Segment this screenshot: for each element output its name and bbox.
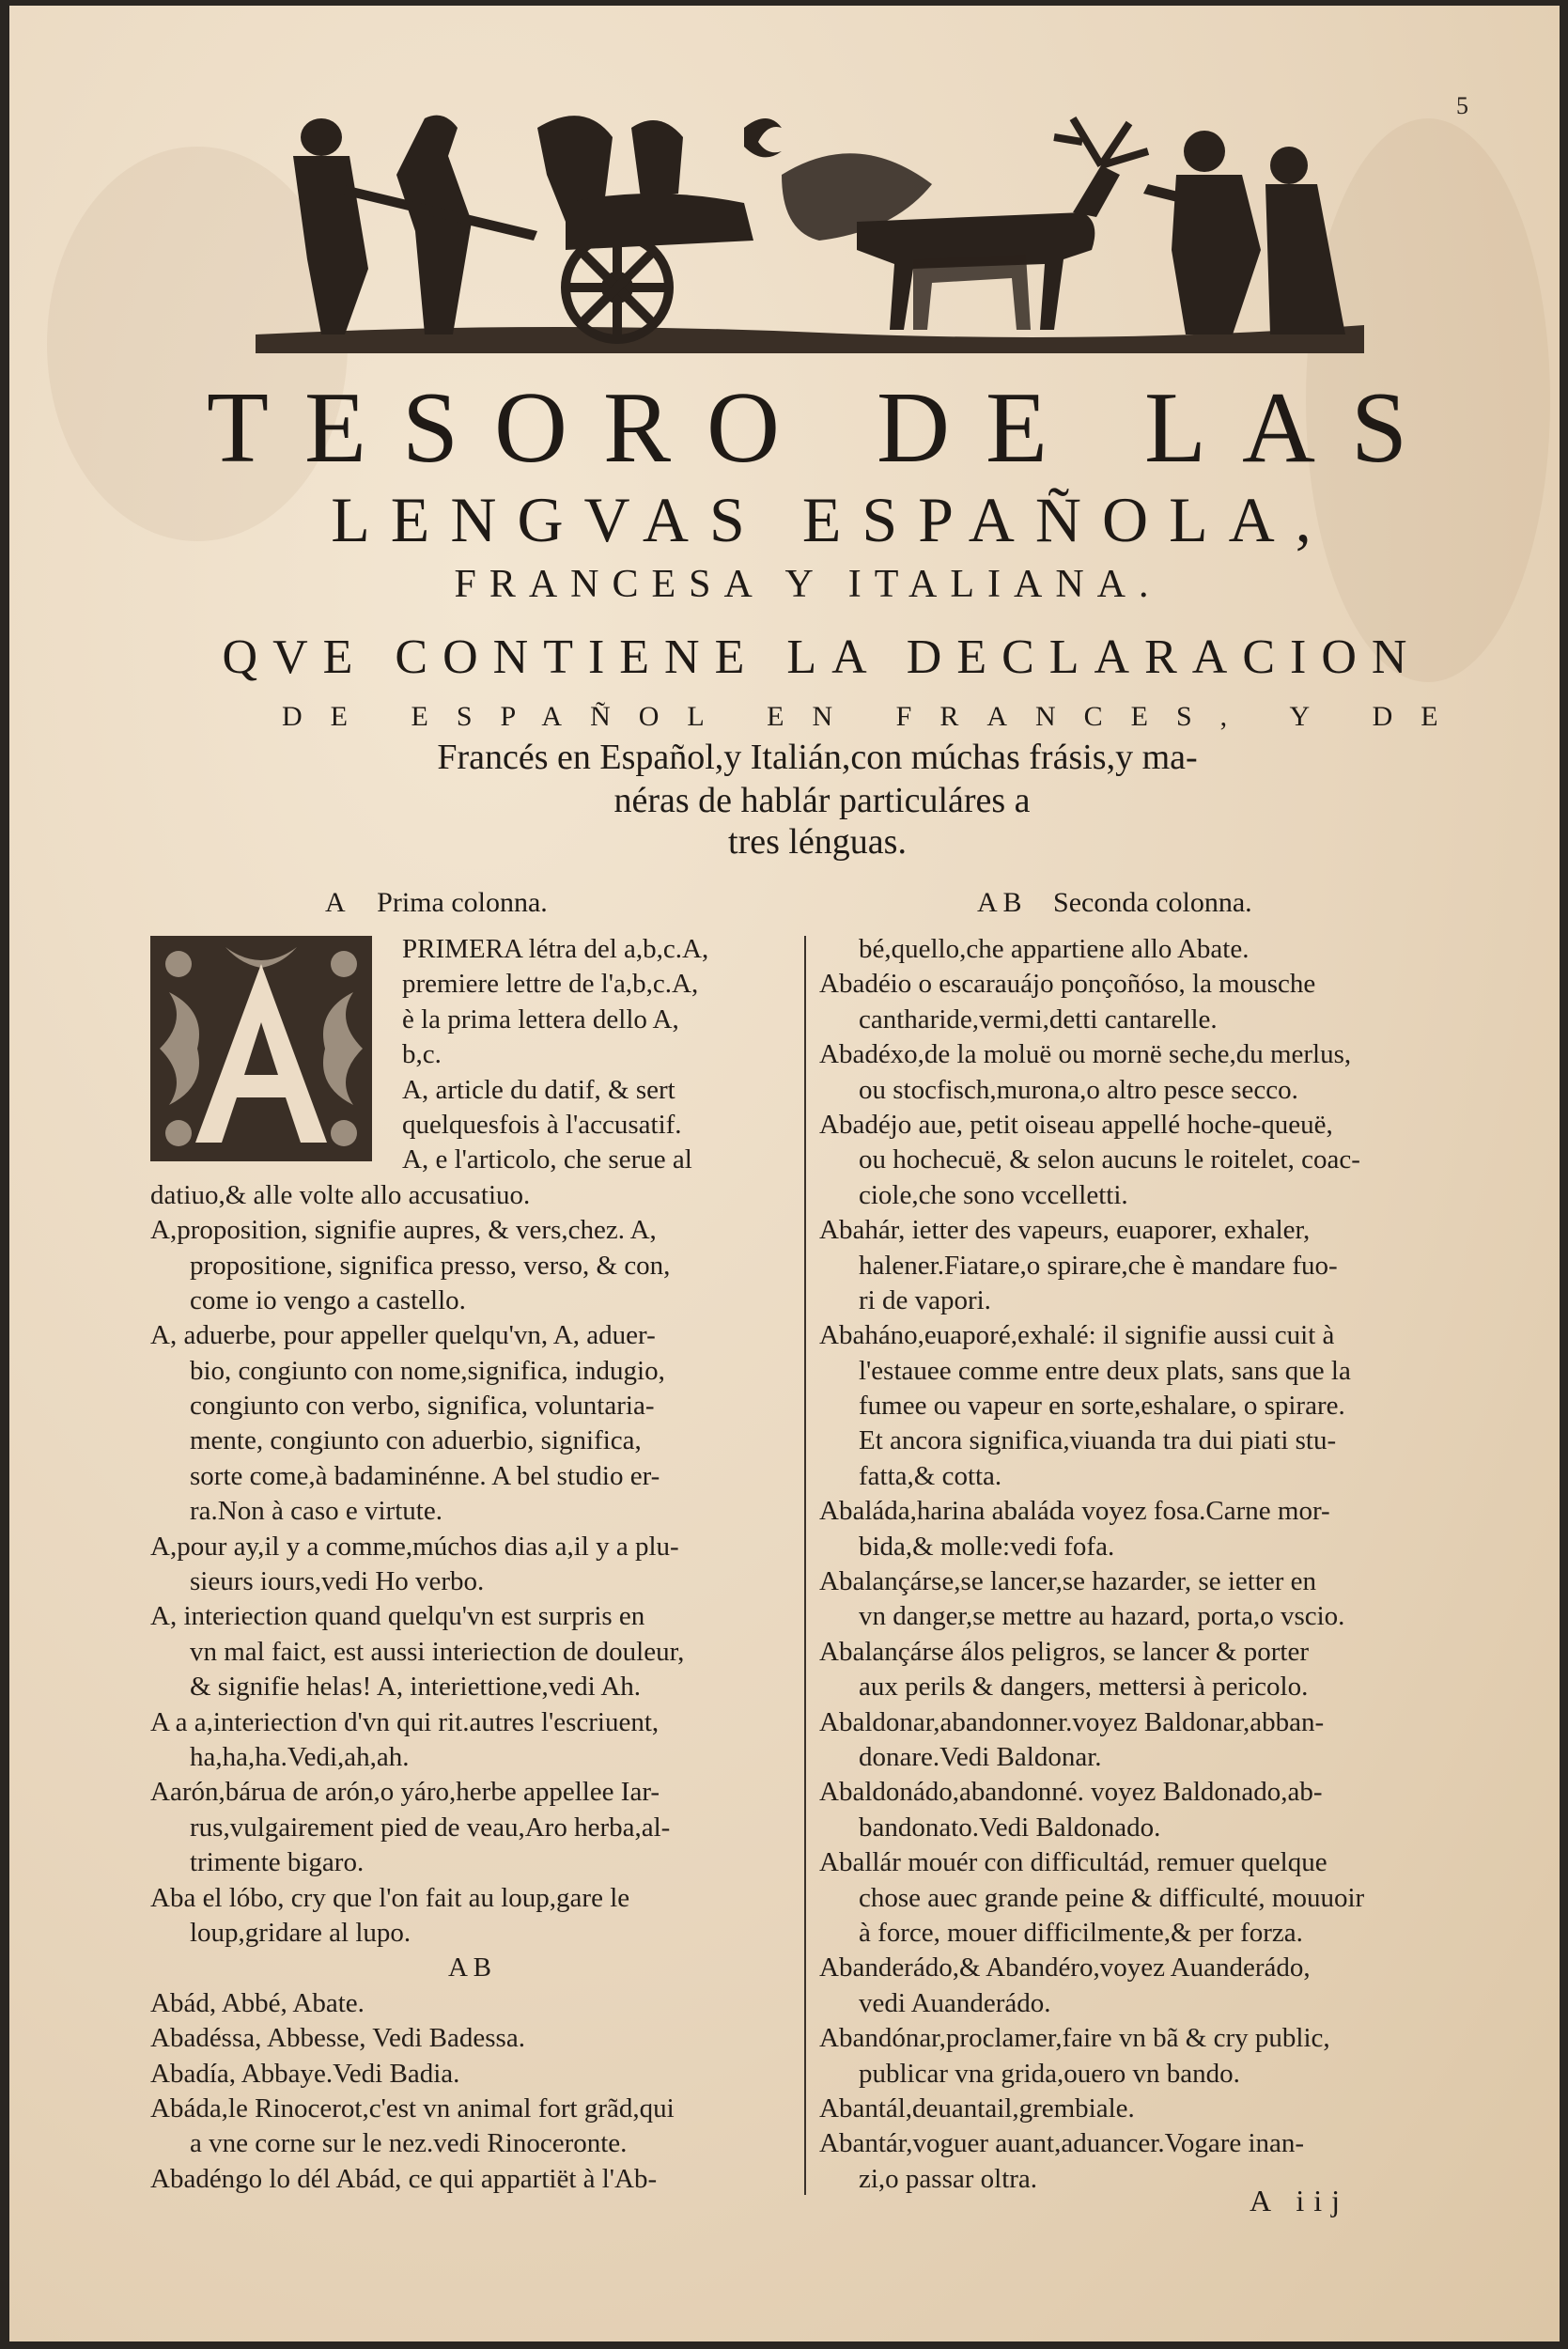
dictionary-line: fatta,& cotta. bbox=[859, 1460, 1002, 1491]
dictionary-line: vn danger,se mettre au hazard, porta,o vscio. bbox=[859, 1601, 1345, 1632]
left-column-mark: A bbox=[325, 887, 346, 918]
dictionary-line: Abád, Abbé, Abate. bbox=[150, 1987, 365, 2018]
dictionary-line: Abadéxo,de la moluë ou mornë seche,du merlus, bbox=[819, 1039, 1352, 1070]
dictionary-line: ciole,che sono vccelletti. bbox=[859, 1179, 1128, 1210]
dictionary-line: Abaláda,harina abaláda voyez fosa.Carne mor- bbox=[819, 1496, 1330, 1527]
dictionary-line: Abanderádo,& Abandéro,voyez Auanderádo, bbox=[819, 1952, 1311, 1983]
dictionary-line: sieurs iours,vedi Ho verbo. bbox=[190, 1566, 485, 1597]
woodcut-headpiece bbox=[256, 100, 1364, 353]
dictionary-line: Aarón,bárua de arón,o yáro,herbe appellee Iar- bbox=[150, 1777, 660, 1808]
dictionary-line: Abantár,voguer auant,aduancer.Vogare inan- bbox=[819, 2128, 1305, 2159]
right-column-label: Seconda colonna. bbox=[1053, 887, 1252, 918]
dictionary-line: l'estauee comme entre deux plats, sans que la bbox=[859, 1355, 1351, 1386]
dictionary-line: Abáda,le Rinocerot,c'est vn animal fort grãd,qui bbox=[150, 2092, 675, 2123]
dictionary-line: Abadéngo lo dél Abád, ce qui appartiët à l'Ab- bbox=[150, 2163, 658, 2194]
dictionary-line: à force, mouer difficilmente,& per forza. bbox=[859, 1917, 1303, 1948]
dictionary-line: Et ancora significa,viuanda tra dui piati stu- bbox=[859, 1425, 1337, 1456]
right-column-mark: A B bbox=[977, 887, 1022, 918]
dictionary-line: bé,quello,che appartiene allo Abate. bbox=[859, 934, 1250, 964]
dictionary-line: Aballár mouér con difficultád, remuer quelque bbox=[819, 1847, 1327, 1878]
dictionary-line: aux perils & dangers, mettersi à pericolo. bbox=[859, 1672, 1309, 1703]
dictionary-line: halener.Fiatare,o spirare,che è mandare fuo- bbox=[859, 1250, 1338, 1281]
dictionary-line: ri de vapori. bbox=[859, 1284, 991, 1315]
right-column-heading bbox=[977, 887, 1252, 919]
dictionary-line: donare.Vedi Baldonar. bbox=[859, 1741, 1102, 1772]
dictionary-line: Abadéssa, Abbesse, Vedi Badessa. bbox=[150, 2023, 525, 2054]
left-column bbox=[150, 932, 789, 2197]
dictionary-line: è la prima lettera dello A, bbox=[402, 1003, 679, 1034]
dictionary-line: ha,ha,ha.Vedi,ah,ah. bbox=[190, 1741, 410, 1772]
book-page bbox=[9, 6, 1560, 2341]
dictionary-line: Abadía, Abbaye.Vedi Badia. bbox=[150, 2058, 460, 2089]
dictionary-line: ra.Non à caso e virtute. bbox=[190, 1496, 442, 1527]
dictionary-line: PRIMERA létra del a,b,c.A, bbox=[402, 934, 709, 964]
title-line-8: tres lénguas. bbox=[728, 822, 907, 862]
dictionary-line: datiuo,& alle volte allo accusatiuo. bbox=[150, 1179, 531, 1210]
dictionary-line: chose auec grande peine & difficulté, mouuoir bbox=[859, 1882, 1365, 1913]
dictionary-line: propositione, significa presso, verso, & con, bbox=[190, 1250, 671, 1281]
dictionary-line: A B bbox=[448, 1952, 491, 1983]
dictionary-line: come io vengo a castello. bbox=[190, 1284, 466, 1315]
dictionary-line: quelquesfois à l'accusatif. bbox=[402, 1109, 682, 1140]
dictionary-line: A, article du datif, & sert bbox=[402, 1074, 675, 1105]
dictionary-line: A, interiection quand quelqu'vn est surpris en bbox=[150, 1601, 645, 1632]
dictionary-line: bio, congiunto con nome,significa, indugio, bbox=[190, 1355, 665, 1386]
left-column-label: Prima colonna. bbox=[377, 887, 548, 918]
dictionary-line: cantharide,vermi,detti cantarelle. bbox=[859, 1003, 1218, 1034]
left-column-heading bbox=[325, 887, 548, 919]
dictionary-line: Abalançárse álos peligros, se lancer & porter bbox=[819, 1636, 1309, 1667]
dictionary-line: Abadéio o escarauájo ponçoñóso, la mousche bbox=[819, 969, 1316, 1000]
column-rule bbox=[804, 936, 806, 2195]
dictionary-line: A,proposition, signifie aupres, & vers,chez. A, bbox=[150, 1215, 657, 1246]
signature-mark: A iij bbox=[1250, 2184, 1350, 2217]
dictionary-line: vn mal faict, est aussi interiection de douleur, bbox=[190, 1636, 685, 1667]
dictionary-line: b,c. bbox=[402, 1039, 442, 1070]
title-line-7: néras de hablár particuláres a bbox=[613, 781, 1031, 820]
dictionary-line: ou stocfisch,murona,o altro pesce secco. bbox=[859, 1074, 1298, 1105]
dictionary-line: publicar vna grida,ouero vn bando. bbox=[859, 2058, 1240, 2089]
dictionary-line: Abalançárse,se lancer,se hazarder, se ietter en bbox=[819, 1566, 1317, 1597]
dictionary-line: fumee ou vapeur en sorte,eshalare, o spirare. bbox=[859, 1391, 1345, 1422]
dictionary-line: loup,gridare al lupo. bbox=[190, 1917, 411, 1948]
dictionary-line: A, e l'articolo, che serue al bbox=[402, 1144, 692, 1175]
dictionary-line: Abaldonádo,abandonné. voyez Baldonado,ab- bbox=[819, 1777, 1323, 1808]
dictionary-line: Aba el lóbo, cry que l'on fait au loup,gare le bbox=[150, 1882, 630, 1913]
right-column bbox=[819, 932, 1467, 2197]
dictionary-line: Abahár, ietter des vapeurs, euaporer, exhaler, bbox=[819, 1215, 1311, 1246]
dictionary-line: vedi Auanderádo. bbox=[859, 1987, 1051, 2018]
dictionary-line: ou hochecuë, & selon aucuns le roitelet, coac- bbox=[859, 1144, 1360, 1175]
dictionary-line: & signifie helas! A, interiettione,vedi Ah. bbox=[190, 1672, 642, 1703]
dictionary-line: Abaldonar,abandonner.voyez Baldonar,abban- bbox=[819, 1706, 1325, 1737]
dictionary-line: premiere lettre de l'a,b,c.A, bbox=[402, 969, 699, 1000]
folio-number: 5 bbox=[1456, 92, 1468, 119]
dictionary-line: Abadéjo aue, petit oiseau appellé hoche-queuë, bbox=[819, 1109, 1333, 1140]
dictionary-line: A,pour ay,il y a comme,múchos dias a,il y a plu- bbox=[150, 1531, 679, 1562]
dictionary-line: A a a,interiection d'vn qui rit.autres l'escriuent, bbox=[150, 1706, 660, 1737]
dictionary-line: bida,& molle:vedi fofa. bbox=[859, 1531, 1115, 1562]
title-line-1: TESORO DE LAS bbox=[207, 372, 1444, 484]
dictionary-line: A, aduerbe, pour appeller quelqu'vn, A, aduer- bbox=[150, 1320, 656, 1351]
dictionary-line: a vne corne sur le nez.vedi Rinoceronte. bbox=[190, 2128, 628, 2159]
dictionary-line: Abantál,deuantail,grembiale. bbox=[819, 2092, 1135, 2123]
dictionary-line: mente, congiunto con aduerbio, significa, bbox=[190, 1425, 642, 1456]
dictionary-line: bandonato.Vedi Baldonado. bbox=[859, 1812, 1161, 1843]
dictionary-line: rus,vulgairement pied de veau,Aro herba,al- bbox=[190, 1812, 671, 1843]
title-line-5: DE ESPAÑOL EN FRANCES, Y DE bbox=[282, 701, 1467, 732]
title-line-4: QVE CONTIENE LA DECLARACION bbox=[222, 630, 1422, 684]
title-line-6: Francés en Español,y Italián,con múchas frásis,y ma- bbox=[437, 738, 1198, 777]
title-line-3: FRANCESA Y ITALIANA. bbox=[454, 563, 1162, 606]
dictionary-line: congiunto con verbo, significa, voluntaria- bbox=[190, 1391, 655, 1422]
title-line-2: LENGVAS ESPAÑOLA, bbox=[331, 484, 1332, 555]
dictionary-line: sorte come,à badaminénne. A bel studio er- bbox=[190, 1460, 660, 1491]
dictionary-line: zi,o passar oltra. bbox=[859, 2163, 1038, 2194]
dictionary-line: Abandónar,proclamer,faire vn bã & cry public, bbox=[819, 2023, 1330, 2054]
dictionary-line: trimente bigaro. bbox=[190, 1847, 365, 1878]
dictionary-line: Abaháno,euaporé,exhalé: il signifie aussi cuit à bbox=[819, 1320, 1335, 1351]
